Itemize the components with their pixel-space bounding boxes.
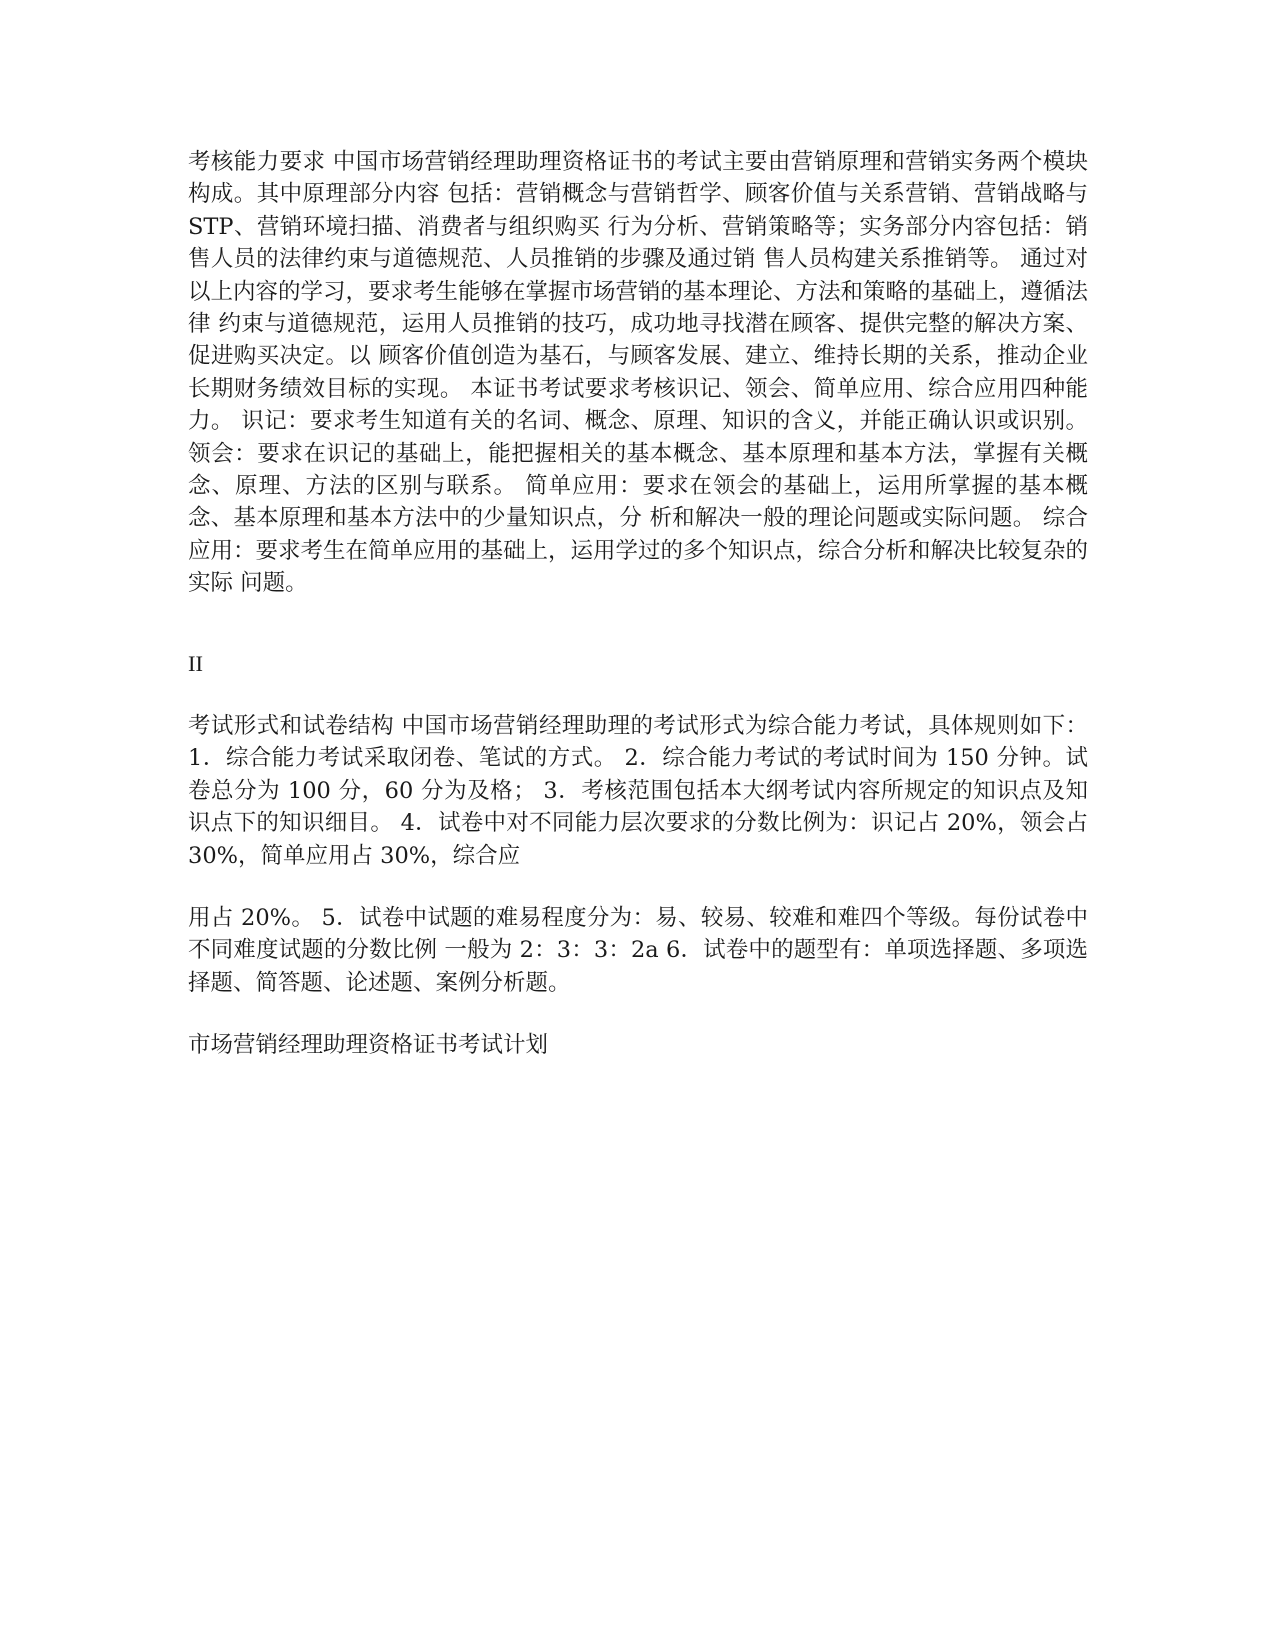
footer-title: 市场营销经理助理资格证书考试计划 xyxy=(188,1032,549,1059)
paragraph-exam-format: 考试形式和试卷结构 中国市场营销经理助理的考试形式为综合能力考试，具体规则如下： 1．综合能力考试采取闭卷、笔试的方式。 2．综合能力考试的考试时间为 150 分钟。试卷总分为 100 分，60 分为及格； 3．考核范围包括本大纲考试内容所规定的知识点及知识点下的知识细目。 4．试卷中对不同能力层次要求的分数比例为：识记占 20%，领会占 30%，简单应用占 30%，综合应 xyxy=(188,713,1088,869)
section-marker: II xyxy=(188,651,203,676)
paragraph-assessment-requirements: 考核能力要求 中国市场营销经理助理资格证书的考试主要由营销原理和营销实务两个模块构成。其中原理部分内容 包括：营销概念与营销哲学、顾客价值与关系营销、营销战略与 STP、营销环境扫描、消费者与组织购买 行为分析、营销策略等；实务部分内容包括：销售人员的法律约束与道德规范、人员推销的步骤及通过销 售人员构建关系推销等。 通过对以上内容的学习，要求考生能够在掌握市场营销的基本理论、方法和策略的基础上，遵循法律 约束与道德规范，运用人员推销的技巧，成功地寻找潜在顾客、提供完整的解决方案、促进购买决定。以 顾客价值创造为基石，与顾客发展、建立、维持长期的关系，推动企业长期财务绩效目标的实现。 本证书考试要求考核识记、领会、简单应用、综合应用四种能力。 识记：要求考生知道有关的名词、概念、原理、知识的含义，并能正确认识或识别。 领会：要求在识记的基础上，能把握相关的基本概念、基本原理和基本方法，掌握有关概念、原理、方法的区别与联系。 简单应用：要求在领会的基础上，运用所掌握的基本概念、基本原理和基本方法中的少量知识点，分 析和解决一般的理论问题或实际问题。 综合应用：要求考生在简单应用的基础上，运用学过的多个知识点，综合分析和解决比较复杂的实际 问题。 xyxy=(188,149,1089,597)
document-page xyxy=(188,146,1088,1062)
paragraph-exam-difficulty: 用占 20%。 5．试卷中试题的难易程度分为：易、较易、较难和难四个等级。每份试卷中不同难度试题的分数比例 一般为 2：3：3：2a 6．试卷中的题型有：单项选择题、多项选择题、简答题、论述题、案例分析题。 xyxy=(188,905,1088,996)
